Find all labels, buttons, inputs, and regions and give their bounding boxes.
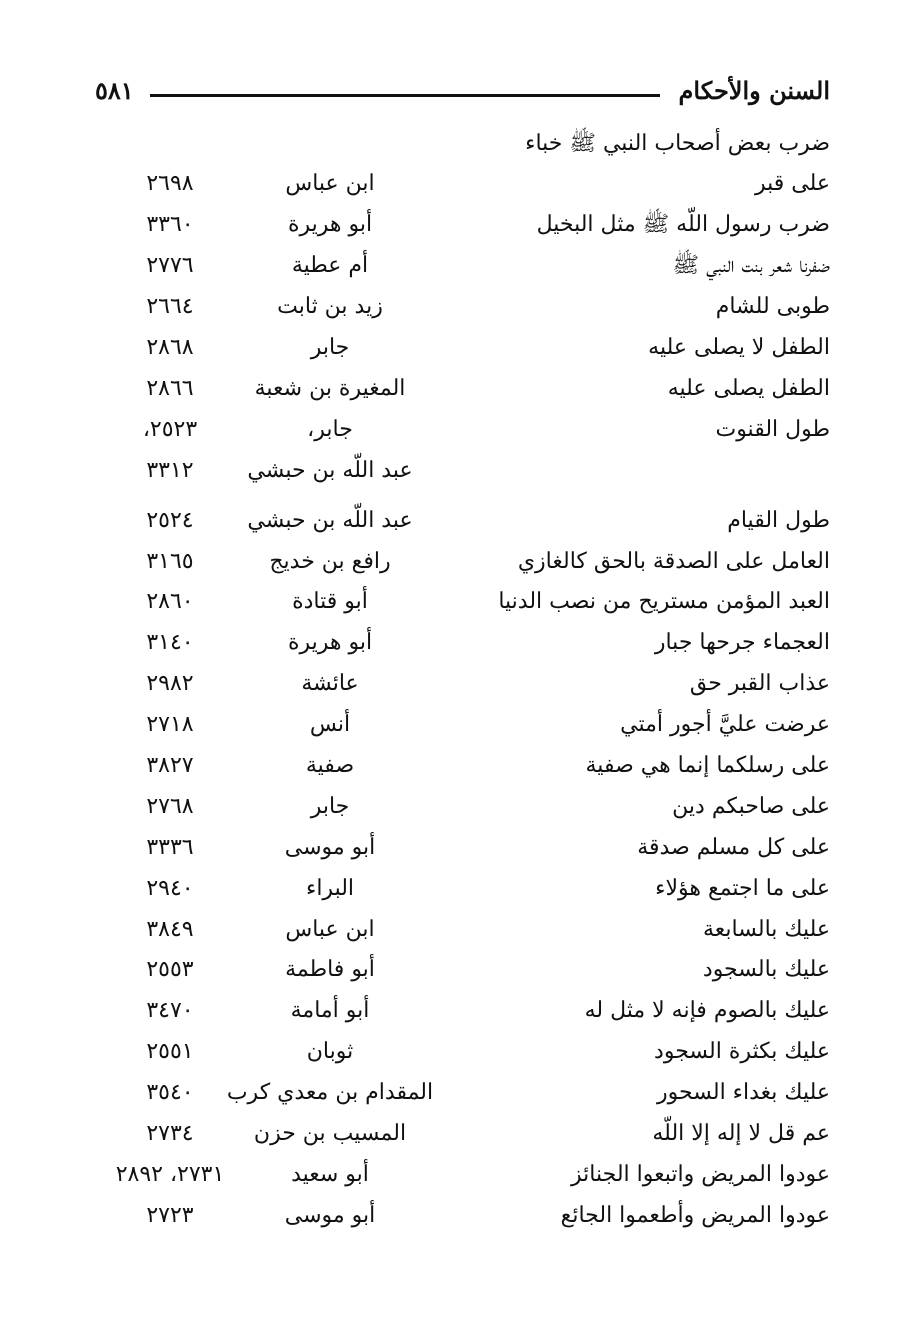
index-row	[95, 204, 830, 245]
hadith-number: ٣٥٤٠	[146, 1080, 194, 1106]
hadith-number: ٣٤٧٠	[146, 998, 194, 1024]
index-row	[95, 1153, 830, 1194]
narrator: جابر	[310, 793, 350, 819]
hadith-number: ٢٨٦٦	[146, 375, 194, 401]
index-row	[95, 163, 830, 204]
hadith-number: ٢٨٦٨	[146, 334, 194, 360]
index-row	[95, 449, 830, 490]
narrator: أنس	[309, 712, 351, 738]
hadith-number: ٢٧٢٣	[146, 1202, 194, 1228]
hadith-number: ٢٧٣٤	[146, 1120, 194, 1146]
hadith-text: ضرب رسول اللّه ﷺ مثل البخيل	[536, 212, 830, 238]
narrator: المقدام بن معدي كرب	[226, 1080, 434, 1106]
index-row	[95, 949, 830, 990]
hadith-text: عليك بغداء السحور	[657, 1080, 830, 1106]
index-row	[95, 826, 830, 867]
index-row	[95, 1031, 830, 1072]
hadith-text: على صاحبكم دين	[672, 793, 830, 819]
hadith-text: على كل مسلم صدقة	[637, 834, 830, 860]
index-row	[95, 245, 830, 286]
page-header	[95, 72, 830, 116]
hadith-number: ٢٥٢٤	[146, 507, 194, 533]
narrator: ابن عباس	[285, 171, 375, 197]
hadith-number: ٢٥٥١	[146, 1039, 194, 1065]
hadith-number: ٢٧٦٨	[146, 793, 194, 819]
hadith-number: ٢٧٣١، ٢٨٩٢	[115, 1161, 225, 1187]
hadith-text: ضرب بعض أصحاب النبي ﷺ خباء	[525, 130, 830, 156]
narrator: جابر	[310, 334, 350, 360]
narrator: البراء	[305, 875, 355, 901]
hadith-text: عذاب القبر حق	[689, 671, 830, 697]
narrator: أبو موسى	[284, 1202, 376, 1228]
index-row	[95, 122, 830, 163]
index-row	[95, 540, 830, 581]
hadith-text: العامل على الصدقة بالحق كالغازي	[517, 548, 830, 574]
hadith-text: عليك بكثرة السجود	[654, 1039, 830, 1065]
index-row	[95, 785, 830, 826]
hadith-number: ٣٣٦٠	[146, 212, 194, 238]
hadith-text: العبد المؤمن مستريح من نصب الدنيا	[498, 589, 830, 615]
hadith-text: على قبر	[754, 171, 830, 197]
narrator: ابن عباس	[285, 916, 375, 942]
hadith-number: ٣١٦٥	[146, 548, 194, 574]
hadith-number: ٢٥٥٣	[146, 957, 194, 983]
index-row	[95, 1072, 830, 1113]
narrator: أبو سعيد	[291, 1161, 369, 1187]
index-row	[95, 408, 830, 449]
hadith-number: ٢٩٤٠	[146, 875, 194, 901]
index-row	[95, 867, 830, 908]
hadith-text: طول القنوت	[715, 416, 830, 442]
hadith-number: ٢٧١٨	[146, 712, 194, 738]
hadith-number: ٢٦٩٨	[146, 171, 194, 197]
narrator: عبد اللّه بن حبشي	[247, 507, 413, 533]
narrator: أبو هريرة	[287, 212, 373, 238]
hadith-number: ٢٧٧٦	[146, 253, 194, 279]
index-row	[95, 367, 830, 408]
index-row	[95, 286, 830, 327]
index-list	[95, 122, 830, 1235]
narrator: عائشة	[301, 671, 359, 697]
narrator: المسيب بن حزن	[253, 1120, 407, 1146]
hadith-number: ٢٥٢٣،	[142, 416, 198, 442]
hadith-number: ٣٨٢٧	[146, 752, 194, 778]
narrator: زيد بن ثابت	[277, 294, 383, 320]
narrator: جابر،	[307, 416, 353, 442]
hadith-text: العجماء جرحها جبار	[654, 630, 830, 656]
narrator: رافع بن خديج	[269, 548, 391, 574]
running-title: السنن والأحكام	[678, 76, 830, 105]
index-row	[95, 581, 830, 622]
hadith-number: ٣٨٤٩	[146, 916, 194, 942]
index-row	[95, 908, 830, 949]
hadith-text: الطفل لا يصلى عليه	[648, 334, 830, 360]
hadith-text: ضفرنا شعر بنت النبي ﷺ	[672, 253, 830, 279]
narrator: أبو أمامة	[290, 998, 370, 1024]
hadith-text: عودوا المريض وأطعموا الجائع	[560, 1202, 830, 1228]
narrator: المغيرة بن شعبة	[254, 375, 406, 401]
index-row	[95, 663, 830, 704]
hadith-text: على ما اجتمع هؤلاء	[655, 875, 830, 901]
hadith-number: ٢٦٦٤	[146, 294, 194, 320]
index-row	[95, 704, 830, 745]
hadith-number: ٣١٤٠	[146, 630, 194, 656]
narrator: أم عطية	[291, 253, 369, 279]
narrator: أبو قتادة	[292, 589, 368, 615]
header-rule	[150, 94, 660, 97]
hadith-text: عليك بالصوم فإنه لا مثل له	[584, 998, 830, 1024]
narrator: أبو موسى	[284, 834, 376, 860]
hadith-text: عليك بالسابعة	[703, 916, 830, 942]
index-row	[95, 990, 830, 1031]
index-row	[95, 326, 830, 367]
index-row	[95, 622, 830, 663]
hadith-text: عرضت عليَّ أجور أمتي	[620, 712, 830, 738]
hadith-number: ٣٣١٢	[146, 457, 194, 483]
index-row	[95, 1194, 830, 1235]
hadith-number: ٣٣٣٦	[146, 834, 194, 860]
page-number: ٥٨١	[95, 76, 134, 105]
hadith-text: طول القيام	[727, 507, 830, 533]
hadith-text: عم قل لا إله إلا اللّه	[652, 1120, 830, 1146]
hadith-number: ٢٨٦٠	[146, 589, 194, 615]
narrator: ثوبان	[306, 1039, 354, 1065]
hadith-text: طوبى للشام	[715, 294, 830, 320]
hadith-text: على رسلكما إنما هي صفية	[585, 752, 830, 778]
hadith-text: عليك بالسجود	[702, 957, 830, 983]
narrator: أبو فاطمة	[285, 957, 375, 983]
hadith-text: الطفل يصلى عليه	[667, 375, 830, 401]
hadith-text: عودوا المريض واتبعوا الجنائز	[571, 1161, 830, 1187]
narrator: صفية	[305, 752, 355, 778]
narrator: عبد اللّه بن حبشي	[247, 457, 413, 483]
index-row	[95, 490, 830, 540]
hadith-number: ٢٩٨٢	[146, 671, 194, 697]
index-row	[95, 1112, 830, 1153]
index-row	[95, 744, 830, 785]
narrator: أبو هريرة	[287, 630, 373, 656]
